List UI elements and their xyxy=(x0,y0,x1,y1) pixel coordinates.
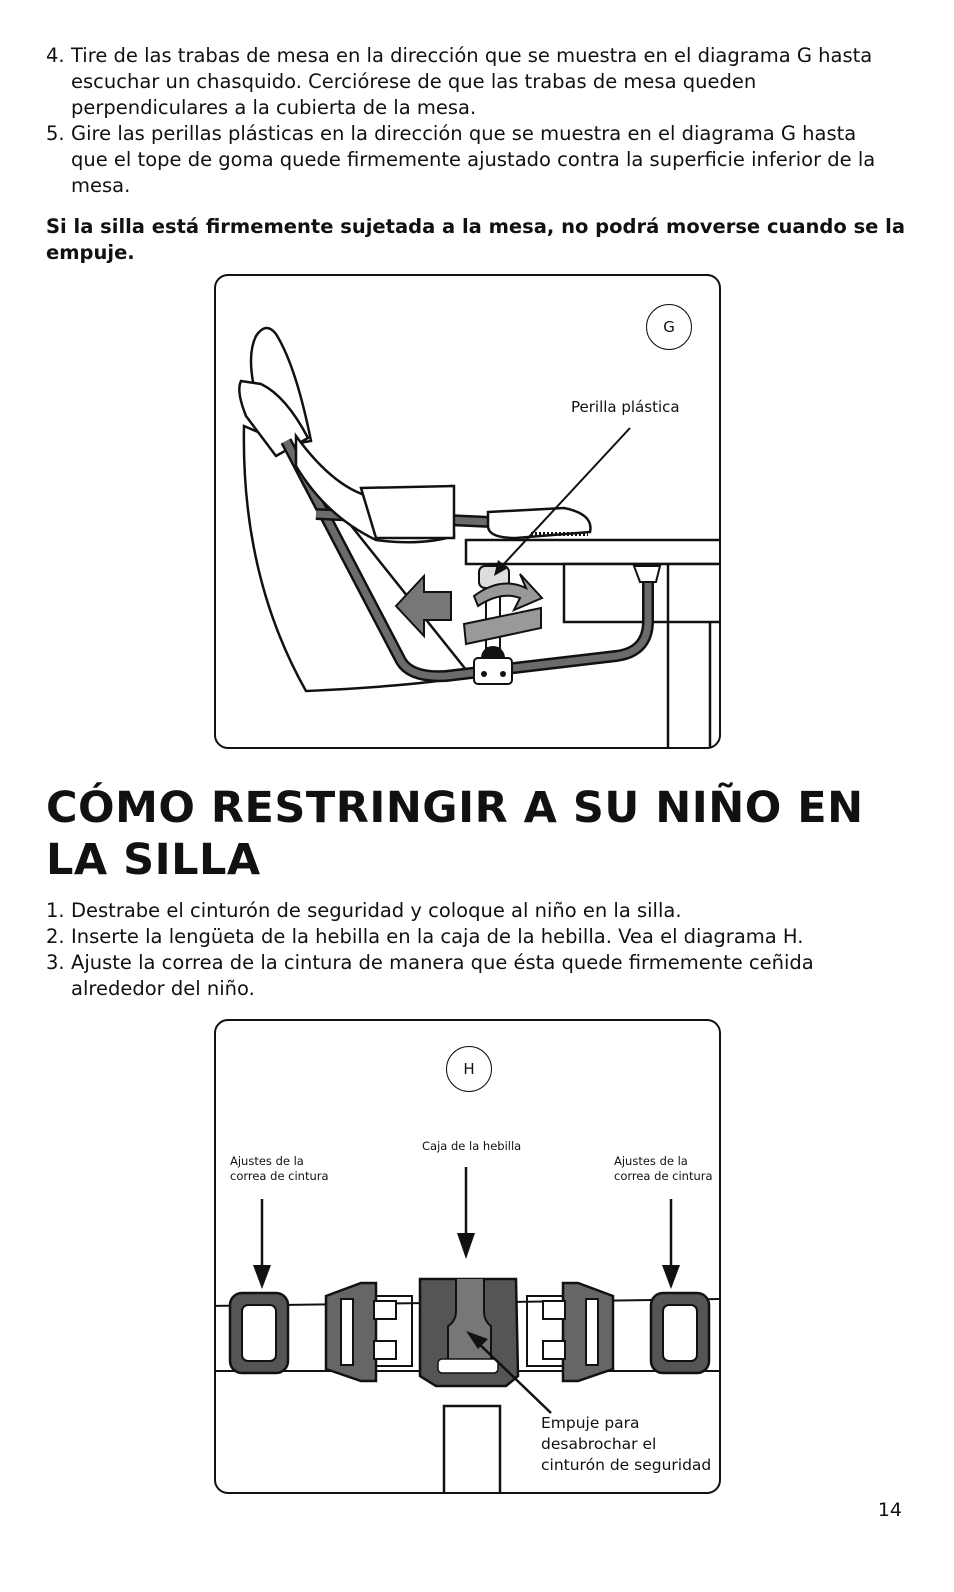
step-text: Ajuste la correa de la cintura de manera que ésta quede firmemente ceñida alrededor del niño. xyxy=(71,951,814,1000)
step-number: 2. xyxy=(46,925,65,948)
section-heading: CÓMO RESTRINGIR A SU NIÑO EN LA SILLA xyxy=(46,783,864,885)
step-number: 3. xyxy=(46,951,65,974)
safety-note: Si la silla está firmemente sujetada a la mesa, no podrá moverse cuando se la empuje. xyxy=(46,215,906,264)
step-number: 4. xyxy=(46,44,65,67)
step-text: Tire de las trabas de mesa en la dirección que se muestra en el diagrama G hasta escuchar un chasquido. Cerciórese de que las trabas de mesa queden perpendiculares a la cubierta de la mesa. xyxy=(71,44,873,119)
buckle-box-label: Caja de la hebilla xyxy=(422,1139,522,1153)
list-item xyxy=(46,950,896,1002)
diagram-h-badge: H xyxy=(446,1046,492,1092)
instruction-list-top xyxy=(46,43,896,199)
list-item xyxy=(46,898,896,924)
left-adjust-label: Ajustes de la correa de cintura xyxy=(230,1154,329,1183)
step-number: 5. xyxy=(46,122,65,145)
step-text: Gire las perillas plásticas en la dirección que se muestra en el diagrama G hasta que el tope de goma quede firmemente ajustado contra la superficie inferior de la mesa. xyxy=(71,122,876,197)
right-adjust-label: Ajustes de la correa de cintura xyxy=(614,1154,713,1183)
knob-label: Perilla plástica xyxy=(571,398,680,416)
diagram-h xyxy=(214,1019,721,1494)
step-text: Destrabe el cinturón de seguridad y coloque al niño en la silla. xyxy=(71,899,682,922)
diagram-g xyxy=(214,274,721,749)
chair-table-illustration xyxy=(216,276,721,749)
step-text: Inserte la lengüeta de la hebilla en la caja de la hebilla. Vea el diagrama H. xyxy=(71,925,804,948)
step-number: 1. xyxy=(46,899,65,922)
list-item xyxy=(46,924,896,950)
list-item xyxy=(46,121,896,199)
diagram-g-badge: G xyxy=(646,304,692,350)
page-number: 14 xyxy=(877,1499,902,1521)
instruction-list-bottom xyxy=(46,898,896,1002)
push-release-label: Empuje para desabrochar el cinturón de seguridad xyxy=(541,1414,712,1474)
list-item xyxy=(46,43,896,121)
